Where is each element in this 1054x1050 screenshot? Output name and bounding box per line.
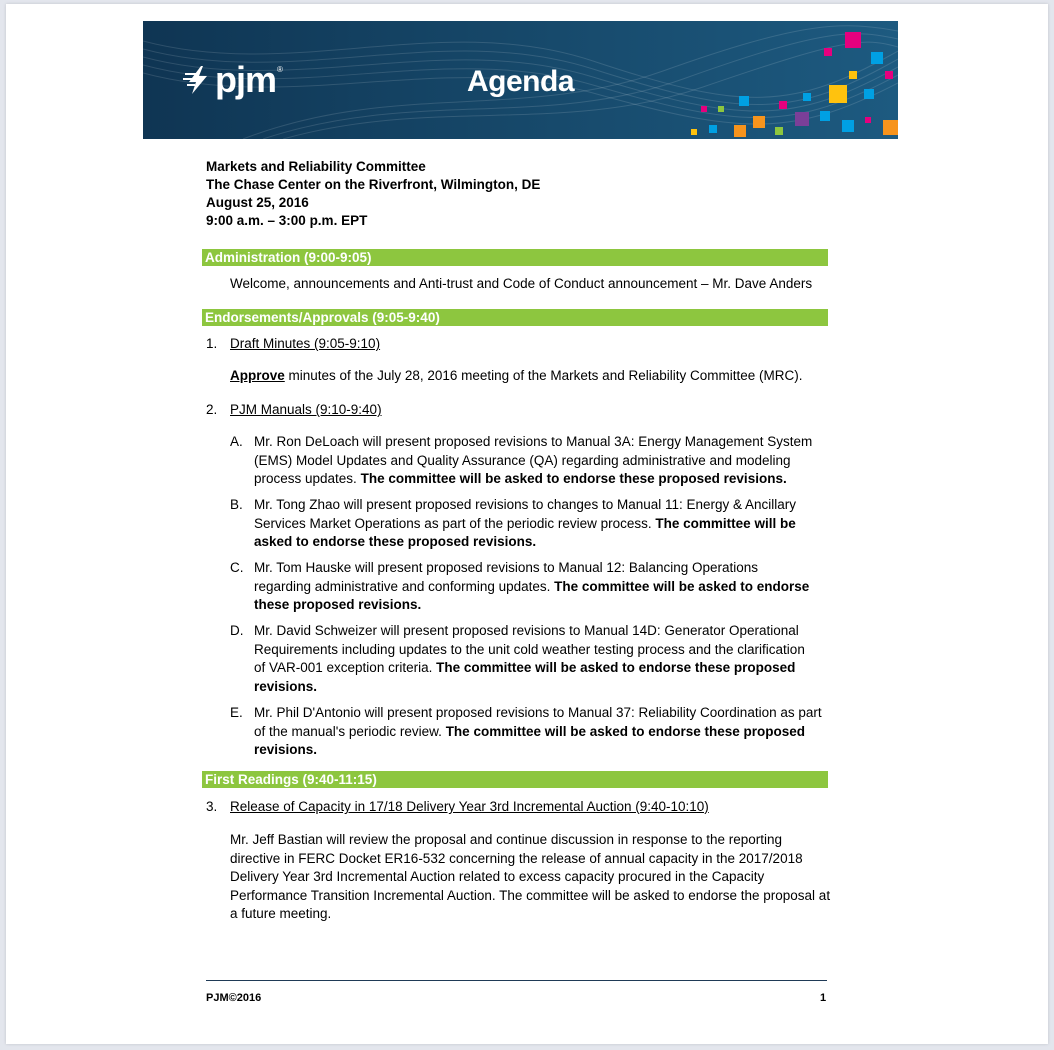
subitem-e (254, 704, 834, 760)
footer-rule (206, 980, 827, 981)
section-header-endorsements: Endorsements/Approvals (9:05-9:40) (202, 309, 828, 326)
document-page (6, 4, 1048, 1044)
subitem-b (254, 496, 834, 552)
release-of-capacity-text: Mr. Jeff Bastian will review the proposal and continue discussion in response to the reporting directive in FERC Docket ER16-532 concerning the release of annual capacity in the 2017/2018 Delivery Year 3rd Incremental Auction related to excess capacity procured in the Capacity Performance Transition Incremental Auction. The committee will be asked to endorse the proposal at a future meeting. (230, 832, 831, 921)
subitem-d-action: The committee will be asked to endorse these proposed revisions. (254, 660, 796, 694)
section-header-administration: Administration (9:00-9:05) (202, 249, 828, 266)
agenda-banner (143, 21, 898, 139)
draft-minutes-description: minutes of the July 28, 2016 meeting of the Markets and Reliability Committee (MRC). (284, 368, 803, 383)
meeting-location: The Chase Center on the Riverfront, Wilmington, DE (206, 177, 541, 192)
subitem-a (254, 433, 834, 489)
subitem-c-text: Mr. Tom Hauske will present proposed revisions to Manual 12: Balancing Operations regarding administrative and conforming updates. (254, 560, 759, 594)
administration-text: Welcome, announcements and Anti-trust and Code of Conduct announcement – Mr. Dave Anders (230, 276, 813, 291)
meeting-date: August 25, 2016 (206, 195, 309, 210)
subitem-letter-e: E. (230, 705, 243, 720)
subitem-b-text: Mr. Tong Zhao will present proposed revisions to changes to Manual 11: Energy & Ancillary Services Market Operations as part of the periodic review process. (254, 497, 797, 531)
approve-keyword: Approve (230, 368, 285, 383)
subitem-letter-b: B. (230, 497, 243, 512)
pjm-logo (183, 59, 283, 100)
item-title-draft-minutes: Draft Minutes (9:05-9:10) (230, 336, 381, 351)
subitem-e-action: The committee will be asked to endorse these proposed revisions. (254, 723, 806, 757)
pjm-lightning-icon (183, 66, 213, 94)
item-number-3: 3. (206, 799, 218, 814)
committee-name: Markets and Reliability Committee (206, 159, 426, 174)
subitem-d-text: Mr. David Schweizer will present proposed revisions to Manual 14D: Generator Operational Requirements including updates to the unit cold weather testing process and the clarification of VAR-001 exception criteria. (254, 623, 805, 675)
subitem-a-action: The committee will be asked to endorse these proposed revisions. (360, 471, 787, 486)
footer-copyright: PJM©2016 (206, 992, 262, 1004)
logo-trademark: ® (277, 65, 283, 74)
subitem-letter-a: A. (230, 434, 243, 449)
subitem-letter-c: C. (230, 560, 244, 575)
banner-title: Agenda (467, 65, 575, 98)
subitem-b-action: The committee will be asked to endorse these proposed revisions. (254, 515, 796, 549)
subitem-a-text: Mr. Ron DeLoach will present proposed revisions to Manual 3A: Energy Management System (EMS) Model Updates and Quality Assurance (QA) regarding administrative and modeling process updates. (254, 434, 813, 486)
item-title-pjm-manuals: PJM Manuals (9:10-9:40) (230, 402, 382, 417)
subitem-e-text: Mr. Phil D'Antonio will present proposed revisions to Manual 37: Reliability Coordination as part of the manual's periodic review. (254, 705, 822, 739)
logo-text: pjm (215, 59, 277, 100)
subitem-letter-d: D. (230, 623, 244, 638)
item-number-2: 2. (206, 402, 218, 417)
meeting-time: 9:00 a.m. – 3:00 p.m. EPT (206, 213, 368, 228)
subitem-c (254, 559, 814, 615)
item-number-1: 1. (206, 336, 218, 351)
subitem-c-action: The committee will be asked to endorse these proposed revisions. (254, 578, 810, 612)
section-header-first-readings: First Readings (9:40-11:15) (202, 771, 828, 788)
item-title-release-of-capacity: Release of Capacity in 17/18 Delivery Year 3rd Incremental Auction (9:40-10:10) (230, 799, 709, 814)
subitem-d (254, 622, 814, 696)
draft-minutes-text (230, 367, 803, 385)
page-number: 1 (820, 992, 827, 1004)
